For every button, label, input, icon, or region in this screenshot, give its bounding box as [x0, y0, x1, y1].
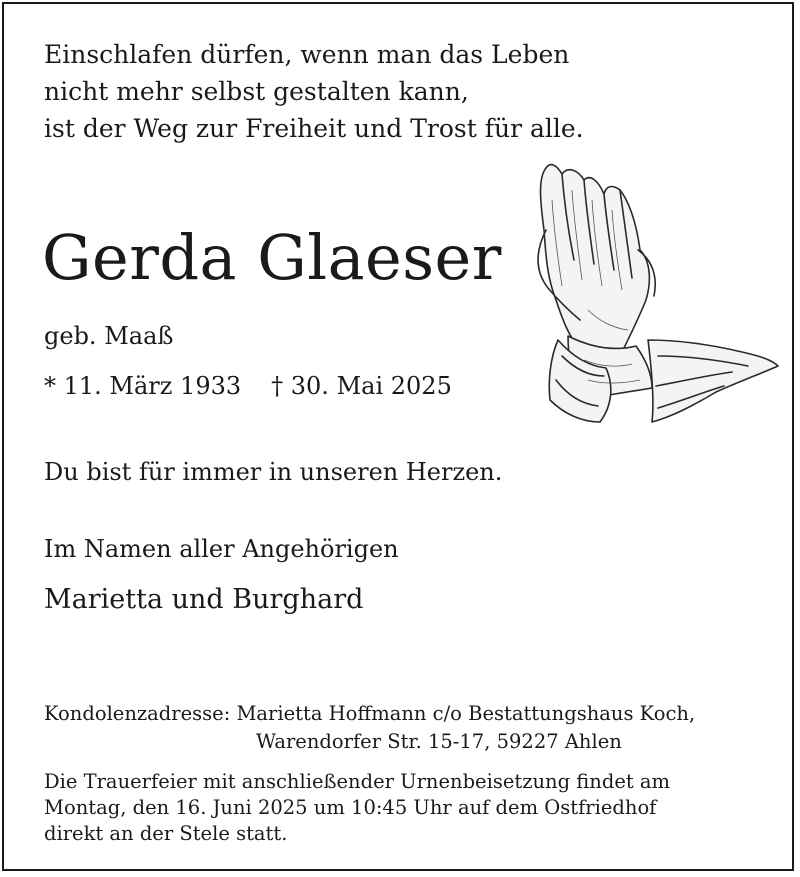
mourners-names: Marietta und Burghard: [44, 584, 364, 615]
life-dates: [44, 370, 452, 402]
deceased-name: Gerda Glaeser: [42, 221, 502, 294]
verse-line-2: nicht mehr selbst gestalten kann,: [44, 77, 469, 106]
praying-hands-icon: [528, 160, 780, 460]
funeral-info: [44, 769, 670, 847]
verse-line-1: Einschlafen dürfen, wenn man das Leben: [44, 40, 570, 69]
death-date: † 30. Mai 2025: [271, 372, 452, 400]
farewell-line: Du bist für immer in unseren Herzen.: [44, 458, 503, 486]
condolence-address: [44, 700, 695, 756]
condolence-line-1: Kondolenzadresse: Marietta Hoffmann c/o Bestattungshaus Koch,: [44, 702, 696, 725]
funeral-line-2: Montag, den 16. Juni 2025 um 10:45 Uhr auf dem Ostfriedhof: [44, 796, 657, 819]
memorial-verse: [44, 36, 584, 147]
funeral-line-1: Die Trauerfeier mit anschließender Urnenbeisetzung findet am: [44, 770, 671, 793]
mourners-intro: Im Namen aller Angehörigen: [44, 535, 399, 563]
funeral-line-3: direkt an der Stele statt.: [44, 822, 288, 845]
birth-name: geb. Maaß: [44, 322, 174, 350]
verse-line-3: ist der Weg zur Freiheit und Trost für alle.: [44, 114, 584, 143]
birth-date: * 11. März 1933: [44, 372, 242, 400]
condolence-line-2: Warendorfer Str. 15-17, 59227 Ahlen: [256, 730, 622, 753]
